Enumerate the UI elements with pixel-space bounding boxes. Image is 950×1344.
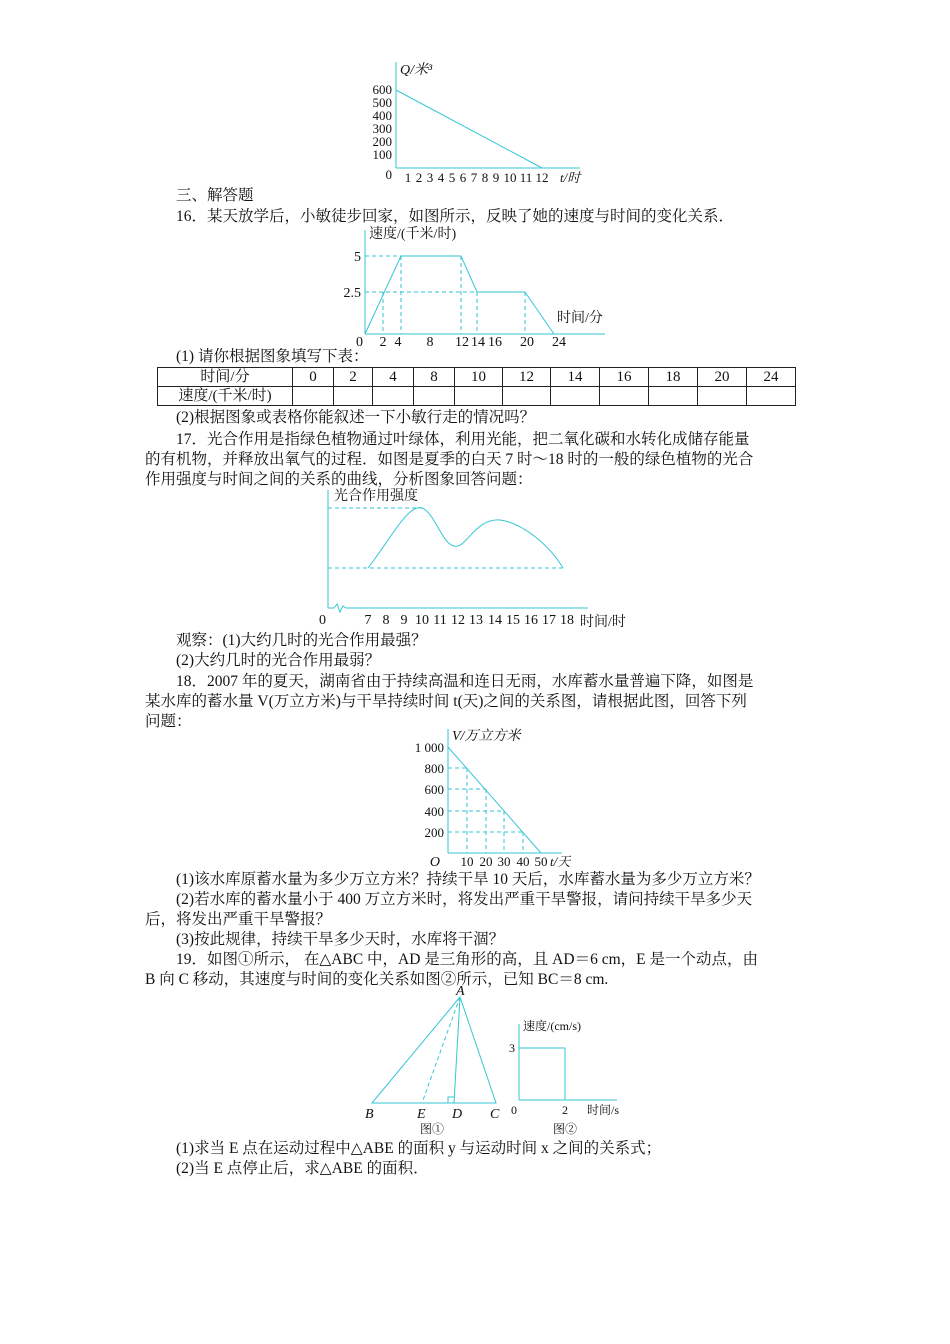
y-label: Q/米³	[400, 63, 433, 78]
x-tick: 8	[426, 335, 434, 350]
table-cell	[698, 387, 747, 406]
label-a: A	[456, 984, 465, 999]
q17-obs2: (2)大约几时的光合作用最弱？	[176, 652, 381, 669]
q16-stem: 16．某天放学后，小敏徒步回家，如图所示，反映了她的速度与时间的变化关系．	[176, 208, 735, 225]
x-tick: 1	[404, 170, 412, 185]
y-tick: 100	[372, 147, 392, 162]
y-tick: 5	[354, 250, 361, 265]
q17-line1: 17．光合作用是指绿色植物通过叶绿体，利用光能，把二氧化碳和水转化成储存能量	[176, 431, 750, 448]
q16-table	[157, 367, 796, 406]
q18-line1: 18．2007 年的夏天，湖南省由于持续高温和连日无雨，水库蓄水量普遍下降，如图是	[176, 673, 754, 690]
x-tick: 5	[448, 170, 456, 185]
q-t-graph	[360, 58, 590, 188]
x-tick: 10	[503, 170, 517, 185]
q18-p2a: (2)若水库的蓄水量小于 400 万立方米时，将发出严重干旱警报，请问持续干旱多少天	[176, 891, 753, 908]
y-tick: 3	[509, 1041, 515, 1055]
q16-part1: (1) 请你根据图象填写下表：	[176, 348, 369, 365]
caption-fig2: 图②	[552, 1122, 578, 1136]
x-tick: 8	[382, 613, 390, 628]
q17-line3: 作用强度与时间之间的关系的曲线，分析图象回答问题：	[145, 471, 533, 488]
table-cell	[600, 387, 649, 406]
q19-p1: (1)求当 E 点在运动过程中△ABE 的面积 y 与运动时间 x 之间的关系式；	[176, 1140, 662, 1157]
x-tick: 10	[415, 613, 429, 628]
section-title: 三、解答题	[176, 187, 254, 204]
x-tick: 9	[492, 170, 500, 185]
x-tick: 20	[479, 854, 493, 869]
table-cell: 0	[293, 368, 334, 387]
x-label: 时间/时	[580, 615, 626, 630]
right-angle-mark	[448, 1097, 454, 1103]
x-tick: 30	[497, 854, 511, 869]
q18-p1: (1)该水库原蓄水量为多少万立方米？持续干旱 10 天后，水库蓄水量为多少万立方米？	[176, 871, 760, 888]
y-tick: 400	[424, 804, 444, 819]
y-tick: 500	[372, 95, 392, 110]
table-header: 时间/分	[158, 368, 293, 387]
x-tick: 2	[415, 170, 423, 185]
table-cell	[649, 387, 698, 406]
y-tick: 200	[372, 134, 392, 149]
y-tick: 300	[372, 121, 392, 136]
x-tick: 6	[459, 170, 467, 185]
q18-line3: 问题：	[145, 713, 192, 730]
table-cell: 12	[503, 368, 551, 387]
triangle-abc	[372, 997, 496, 1103]
q17-obs1: 观察：(1)大约几时的光合作用最强？	[176, 632, 427, 649]
table-cell	[373, 387, 414, 406]
x-tick: 2	[562, 1103, 568, 1117]
volume-line	[448, 747, 541, 853]
x-tick: 8	[481, 170, 489, 185]
table-cell: 4	[373, 368, 414, 387]
y-tick: 800	[424, 761, 444, 776]
y-label: 光合作用强度	[334, 489, 418, 504]
x-tick: 7	[470, 170, 478, 185]
table-cell	[334, 387, 373, 406]
x-label: 时间/s	[587, 1103, 620, 1117]
caption-fig1: 图①	[419, 1122, 445, 1136]
table-cell: 10	[455, 368, 503, 387]
table-cell: 18	[649, 368, 698, 387]
table-cell	[455, 387, 503, 406]
x-tick: 12	[451, 613, 465, 628]
x-tick: 12	[455, 335, 469, 350]
y-label: 速度/(cm/s)	[523, 1019, 581, 1033]
origin-label: 0	[319, 613, 326, 628]
axis-break	[334, 604, 346, 612]
q18-line2: 某水库的蓄水量 V(万立方米)与干旱持续时间 t(天)之间的关系图，请根据此图，回答下列	[145, 693, 747, 710]
intensity-curve	[368, 508, 563, 568]
x-label: t/时	[560, 170, 581, 185]
x-label: 时间/分	[557, 311, 603, 326]
x-tick: 7	[364, 613, 372, 628]
x-tick: 50	[534, 854, 548, 869]
table-cell: 8	[414, 368, 455, 387]
x-tick: 2	[379, 335, 387, 350]
altitude-ad	[454, 997, 460, 1103]
x-tick: 14	[471, 335, 485, 350]
label-d: D	[452, 1107, 463, 1122]
table-cell	[414, 387, 455, 406]
q16-part2: (2)根据图象或表格你能叙述一下小敏行走的情况吗？	[176, 409, 536, 426]
q19-line1: 19．如图①所示， 在△ABC 中，AD 是三角形的高，且 AD＝6 cm，E 是一个动点，由	[176, 951, 758, 968]
x-label: t/天	[550, 854, 571, 869]
y-label: 速度/(千米/时)	[369, 227, 457, 242]
table-cell: 24	[747, 368, 796, 387]
segment-ae	[422, 997, 460, 1103]
origin-label: 0	[511, 1103, 517, 1117]
table-cell	[503, 387, 551, 406]
x-tick: 11	[519, 170, 533, 185]
table-cell	[293, 387, 334, 406]
table-cell	[551, 387, 600, 406]
y-tick: 2.5	[343, 286, 361, 301]
x-tick: 16	[488, 335, 502, 350]
y-tick: 1 000	[414, 740, 444, 755]
x-tick: 4	[437, 170, 445, 185]
origin-label: O	[429, 855, 440, 870]
y-label: V/万立方米	[452, 729, 521, 744]
label-c: C	[490, 1107, 500, 1122]
x-tick: 3	[426, 170, 434, 185]
q-line	[396, 90, 542, 168]
q18-reservoir-graph	[410, 727, 580, 869]
y-tick: 600	[424, 782, 444, 797]
x-tick: 9	[400, 613, 408, 628]
x-tick: 12	[535, 170, 549, 185]
x-tick: 20	[520, 335, 534, 350]
table-row	[158, 387, 796, 406]
x-tick: 24	[552, 335, 566, 350]
x-tick: 16	[524, 613, 538, 628]
q18-p3: (3)按此规律，持续干旱多少天时，水库将干涸？	[176, 931, 505, 948]
label-b: B	[365, 1107, 374, 1122]
table-cell: 16	[600, 368, 649, 387]
x-tick: 18	[560, 613, 574, 628]
x-tick: 10	[460, 854, 474, 869]
table-row	[158, 368, 796, 387]
x-tick: 13	[469, 613, 483, 628]
q16-speed-graph	[335, 228, 625, 350]
table-cell	[747, 387, 796, 406]
table-cell: 14	[551, 368, 600, 387]
x-tick: 17	[542, 613, 556, 628]
q18-p2b: 后，将发出严重干旱警报？	[145, 911, 332, 928]
y-tick: 600	[372, 82, 392, 97]
origin-label: 0	[385, 167, 392, 182]
speed-line	[519, 1048, 565, 1100]
origin-label: 0	[356, 335, 363, 350]
q19-line2: B 向 C 移动，其速度与时间的变化关系如图②所示，已知 BC＝8 cm.	[145, 971, 609, 988]
label-e: E	[417, 1107, 426, 1122]
q19-triangle-figure	[360, 985, 510, 1135]
table-header: 速度/(千米/时)	[158, 387, 293, 406]
table-cell: 20	[698, 368, 747, 387]
table-cell: 2	[334, 368, 373, 387]
x-tick: 40	[516, 854, 530, 869]
q19-p2: (2)当 E 点停止后，求△ABE 的面积．	[176, 1160, 429, 1177]
x-tick: 15	[506, 613, 520, 628]
speed-line	[365, 256, 554, 334]
y-tick: 200	[424, 825, 444, 840]
x-tick: 4	[394, 335, 402, 350]
x-tick: 14	[488, 613, 502, 628]
q17-line2: 的有机物，并释放出氧气的过程．如图是夏季的白天 7 时～18 时的一般的绿色植物的光合	[145, 451, 754, 468]
q19-speed-figure	[505, 1018, 635, 1138]
x-tick: 11	[433, 613, 447, 628]
q17-photosynthesis-graph	[318, 488, 638, 630]
y-tick: 400	[372, 108, 392, 123]
